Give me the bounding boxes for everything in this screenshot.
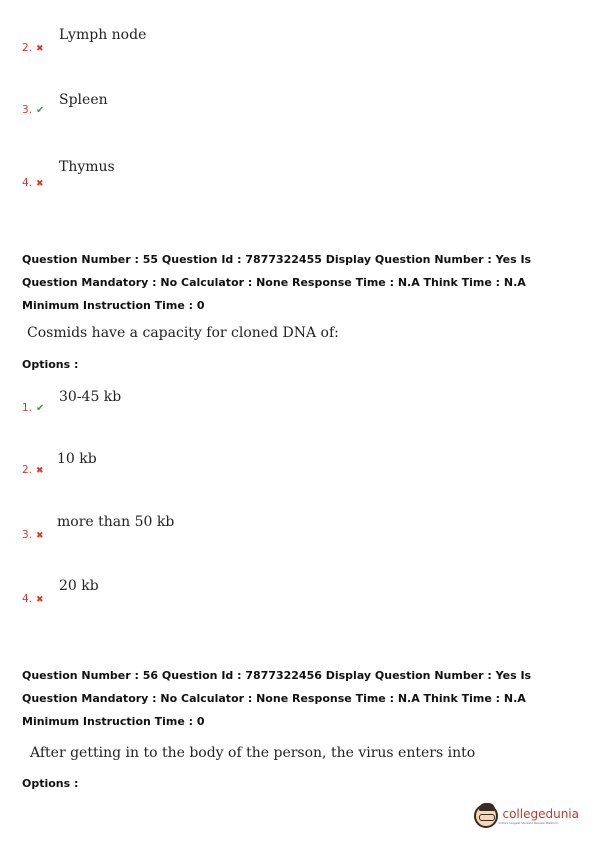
option-row bbox=[22, 173, 44, 191]
option-text: more than 50 kb bbox=[57, 514, 175, 530]
logo-tagline: India's Largest Student Review Platform bbox=[498, 821, 559, 825]
options-label: Options : bbox=[22, 777, 79, 790]
option-row bbox=[22, 589, 44, 607]
question-header: Question Number : 56 Question Id : 7877322456 Display Question Number : Yes Is Question Mandatory : No Calculator : None Response Time : N.A Think Time : N.A Minimum Instruction Time : 0 bbox=[22, 669, 532, 728]
option-row bbox=[22, 398, 44, 416]
option-number: 4. bbox=[22, 593, 33, 605]
option-text: Thymus bbox=[59, 159, 115, 175]
option-number: 2. bbox=[22, 464, 33, 476]
check-icon: ✔ bbox=[36, 403, 45, 414]
logo-text: collegedunia bbox=[502, 807, 579, 821]
options-label: Options : bbox=[22, 358, 79, 371]
option-row bbox=[22, 38, 44, 56]
option-number: 2. bbox=[22, 42, 33, 54]
question-text: Cosmids have a capacity for cloned DNA of: bbox=[27, 325, 339, 341]
collegedunia-logo bbox=[474, 804, 579, 828]
option-number: 3. bbox=[22, 104, 33, 116]
option-row bbox=[22, 100, 44, 118]
option-row bbox=[22, 525, 44, 543]
mascot-icon bbox=[474, 804, 498, 828]
cross-icon: ✖ bbox=[36, 595, 44, 605]
option-number: 3. bbox=[22, 529, 33, 541]
option-number: 4. bbox=[22, 177, 33, 189]
question-header: Question Number : 55 Question Id : 7877322455 Display Question Number : Yes Is Question Mandatory : No Calculator : None Response Time : N.A Think Time : N.A Minimum Instruction Time : 0 bbox=[22, 253, 532, 312]
option-text: 10 kb bbox=[57, 451, 97, 467]
question-text: After getting in to the body of the person, the virus enters into bbox=[30, 745, 476, 761]
option-row bbox=[22, 460, 44, 478]
check-icon: ✔ bbox=[36, 105, 45, 116]
cross-icon: ✖ bbox=[36, 466, 44, 476]
option-text: Spleen bbox=[59, 92, 108, 108]
option-number: 1. bbox=[22, 402, 33, 414]
option-text: Lymph node bbox=[59, 27, 147, 43]
option-text: 20 kb bbox=[59, 578, 99, 594]
cross-icon: ✖ bbox=[36, 179, 44, 189]
option-text: 30-45 kb bbox=[59, 389, 122, 405]
cross-icon: ✖ bbox=[36, 531, 44, 541]
cross-icon: ✖ bbox=[36, 44, 44, 54]
